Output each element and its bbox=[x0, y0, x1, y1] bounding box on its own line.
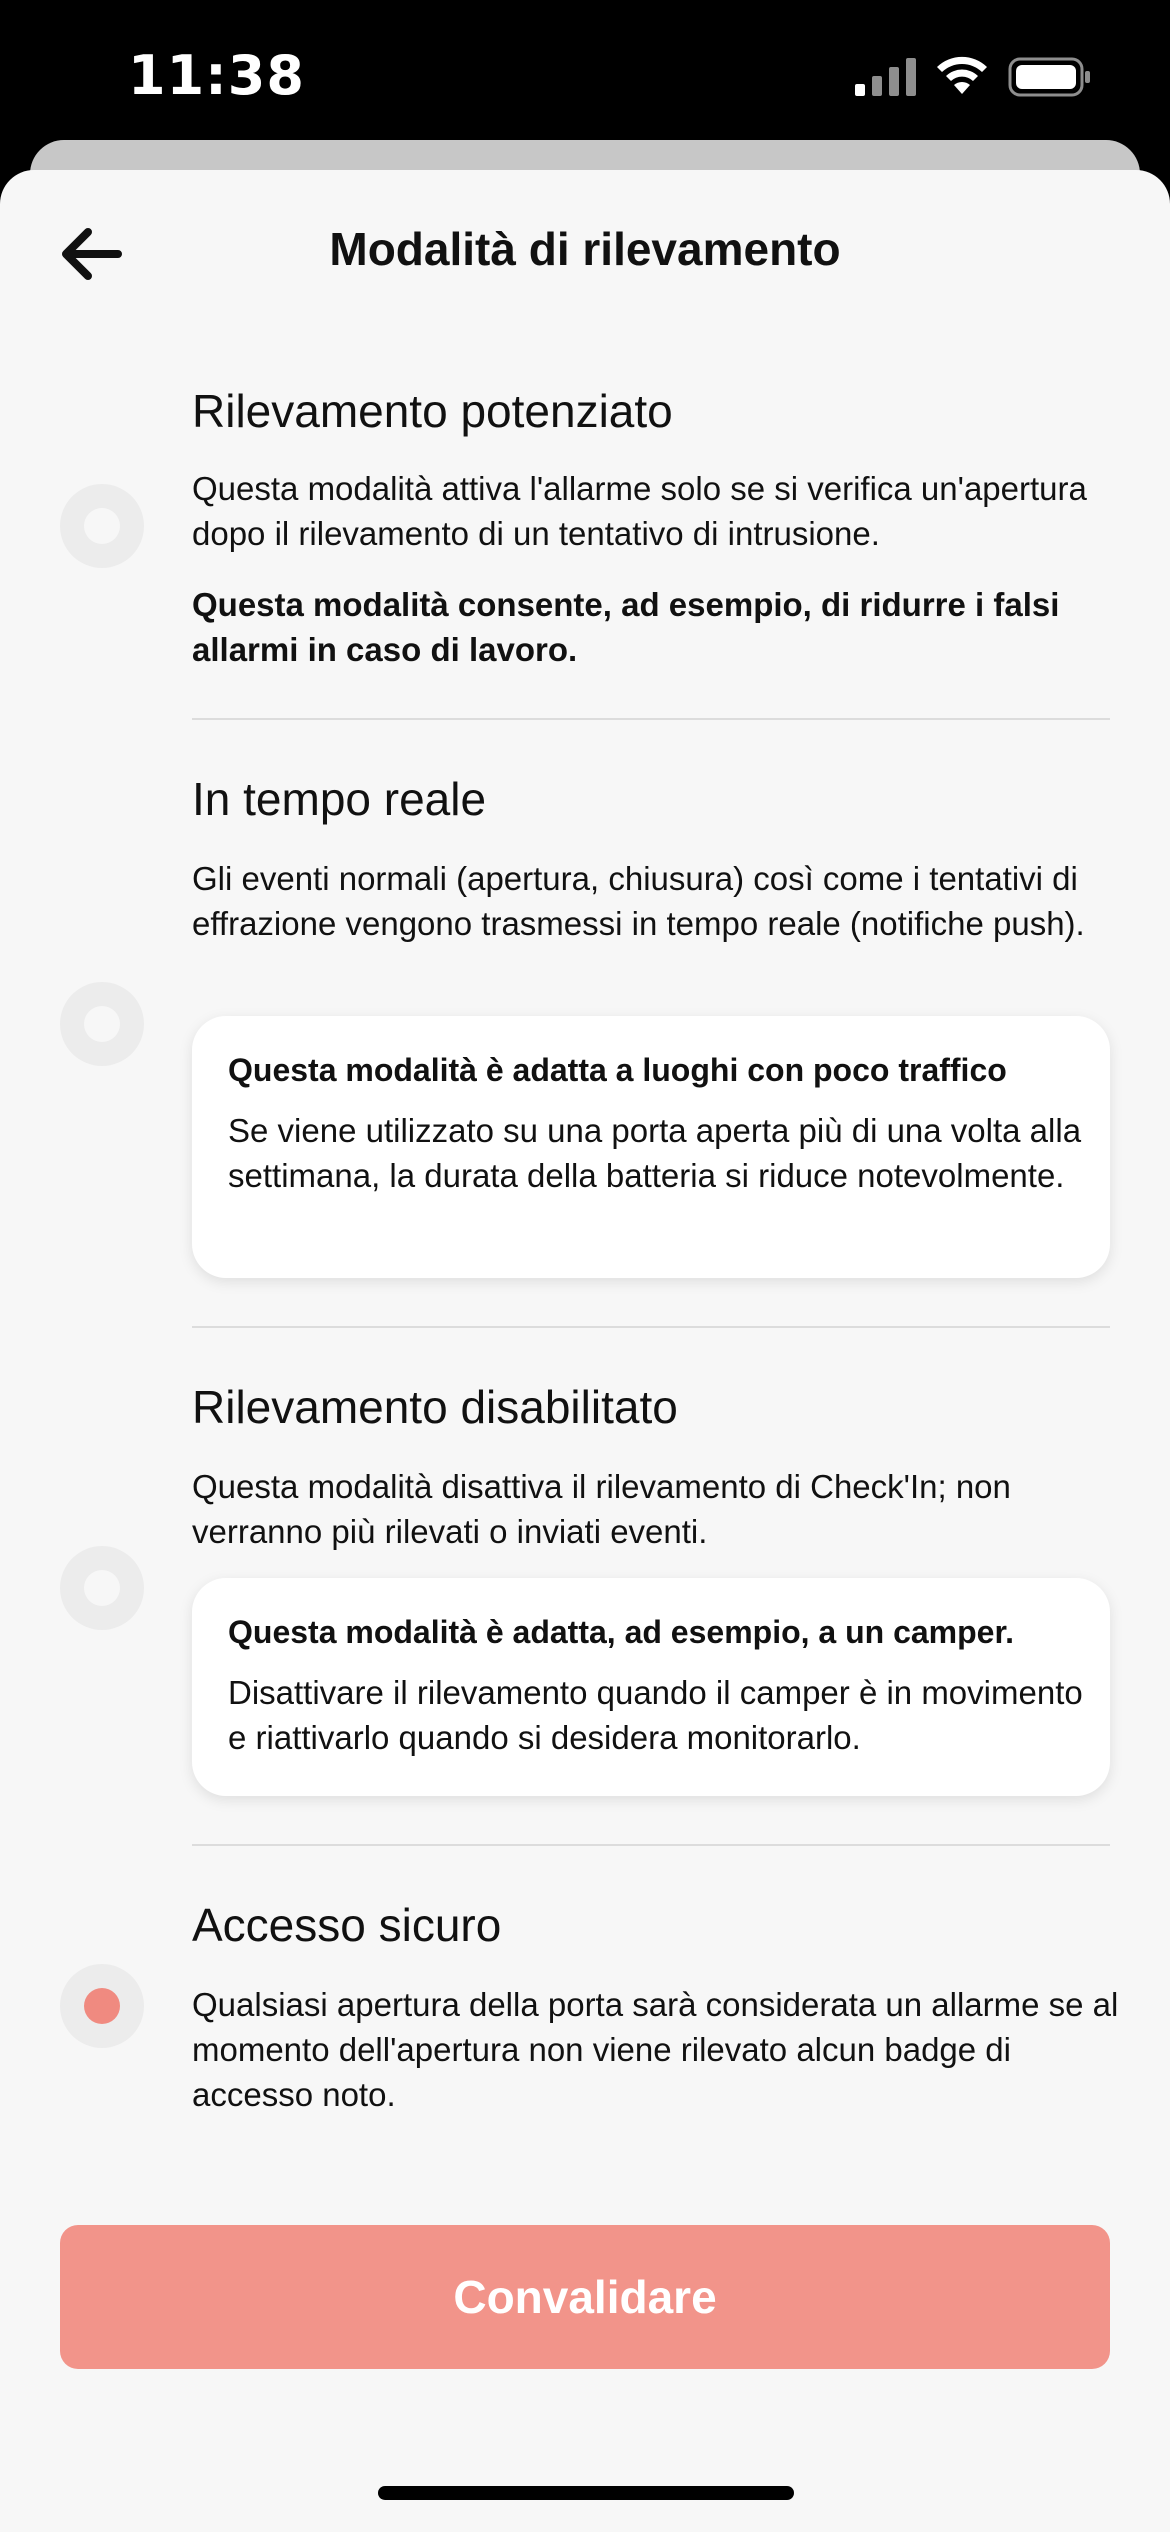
battery-icon bbox=[1008, 56, 1092, 98]
cellular-signal-icon bbox=[855, 56, 917, 96]
option-description: Questa modalità disattiva il rilevamento di Check'In; non verranno più rilevati o inviati eventi. bbox=[192, 1468, 1011, 1550]
status-time: 11:38 bbox=[128, 44, 305, 107]
option-title: Rilevamento potenziato bbox=[192, 385, 673, 437]
radio-button[interactable] bbox=[60, 982, 144, 1066]
option-title: In tempo reale bbox=[192, 773, 487, 825]
divider bbox=[192, 1844, 1110, 1846]
option-title: Accesso sicuro bbox=[192, 1899, 502, 1951]
info-card-text: Se viene utilizzato su una porta aperta più di una volta alla settimana, la durata della batteria si riduce notevolmente. bbox=[228, 1112, 1082, 1194]
radio-button[interactable] bbox=[60, 1546, 144, 1630]
option-note: Questa modalità consente, ad esempio, di ridurre i falsi allarmi in caso di lavoro. bbox=[192, 586, 1060, 668]
home-indicator bbox=[378, 2486, 794, 2500]
option-description: Gli eventi normali (apertura, chiusura) così come i tentativi di effrazione vengono trasmessi in tempo reale (notifiche push). bbox=[192, 860, 1085, 942]
divider bbox=[192, 1326, 1110, 1328]
divider bbox=[192, 718, 1110, 720]
page-title: Modalità di rilevamento bbox=[329, 223, 841, 275]
status-bar bbox=[0, 0, 1170, 150]
validate-button[interactable]: Convalidare bbox=[60, 2225, 1110, 2369]
option-description: Questa modalità attiva l'allarme solo se si verifica un'apertura dopo il rilevamento di un tentativo di intrusione. bbox=[192, 470, 1087, 552]
radio-button[interactable] bbox=[60, 484, 144, 568]
info-card bbox=[192, 1578, 1110, 1796]
radio-button-selected[interactable] bbox=[60, 1964, 144, 2048]
info-card bbox=[192, 1016, 1110, 1278]
info-card-title: Questa modalità è adatta, ad esempio, a un camper. bbox=[228, 1614, 1015, 1650]
option-description: Qualsiasi apertura della porta sarà considerata un allarme se al momento dell'apertura non viene rilevato alcun badge di accesso noto. bbox=[192, 1986, 1119, 2113]
info-card-title: Questa modalità è adatta a luoghi con poco traffico bbox=[228, 1052, 1007, 1088]
option-title: Rilevamento disabilitato bbox=[192, 1381, 678, 1433]
wifi-icon bbox=[934, 54, 990, 98]
info-card-text: Disattivare il rilevamento quando il camper è in movimento e riattivarlo quando si desidera monitorarlo. bbox=[228, 1674, 1083, 1756]
